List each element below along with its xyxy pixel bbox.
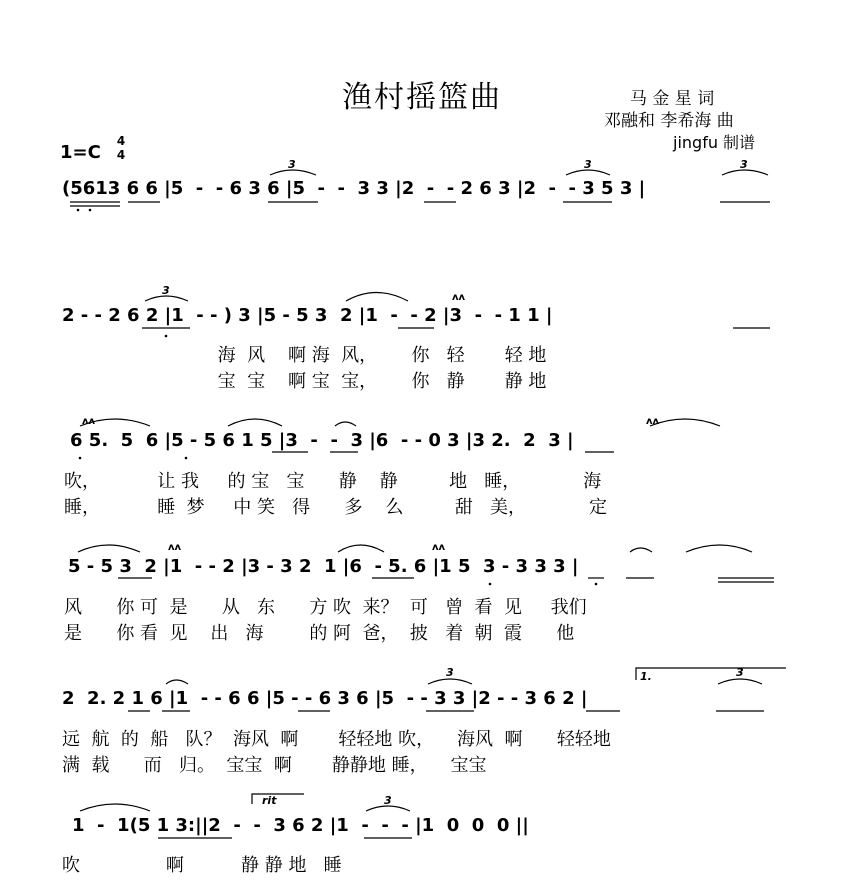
lyrics-row-3-verse-1: 吹， 让 我 的 宝 宝 静 静 地 睡， 海 (64, 471, 602, 492)
volta-label: 1. (640, 670, 652, 683)
mordent-mark: ʌʌ (82, 416, 96, 427)
transcriber-credit: jingfu 制谱 (673, 133, 756, 152)
triplet-number: 3 (584, 158, 592, 171)
triplet-number: 3 (736, 666, 744, 679)
low-octave-dot (165, 335, 168, 338)
lyrics-row-2-verse-2: 宝 宝 啊 宝 宝， 你 静 静 地 (46, 371, 547, 392)
lyrics-row-4-verse-1: 风 你 可 是 从 东 方 吹 来？ 可 曾 看 见 我们 (64, 597, 587, 618)
notation-row-4: 5 - 5 3 2 |1 - - 2 |3 - 3 2 1 |6 - 5. 6 |1 5 3 - 3 3 3 | (68, 556, 579, 577)
mordent-mark: ʌʌ (168, 542, 182, 553)
slur (686, 545, 752, 552)
triplet-number: 3 (384, 794, 392, 807)
lyrics-row-3-verse-2: 睡， 睡 梦 中 笑 得 多 么 甜 美， 定 (64, 497, 607, 518)
slur (80, 804, 150, 811)
low-octave-dot (79, 457, 82, 460)
rit-label: rit (262, 794, 277, 807)
notation-row-3: 6 5. 5 6 |5 - 5 6 1 5 |3 - - 3 |6 - - 0 3 |3 2. 2 3 | (70, 430, 574, 451)
low-octave-dot (89, 209, 92, 212)
notation-row-2: 2 - - 2 6 2 |1 - - ) 3 |5 - 5 3 2 |1 - - 2 |3 - - 1 1 | (62, 305, 553, 326)
lyrics-row-4-verse-2: 是 你 看 见 出 海 的 阿 爸， 披 着 朝 霞 他 (64, 623, 575, 644)
composer-credit: 邓融和 李希海 曲 (604, 111, 734, 131)
time-signature-bottom: 4 (116, 148, 126, 162)
triplet-number: 3 (288, 158, 296, 171)
triplet-number: 3 (446, 666, 454, 679)
slur (78, 545, 140, 552)
slur (650, 419, 720, 426)
time-signature-top: 4 (116, 134, 126, 148)
low-octave-dot (489, 583, 492, 586)
slur (346, 293, 408, 302)
mordent-mark: ʌʌ (452, 292, 466, 303)
notation-row-6: 1 - 1(5 1 3:||2 - - 3 6 2 |1 - - - |1 0 0 0 || (72, 815, 529, 836)
lyrics-row-5-verse-2: 满 载 而 归。 宝宝 啊 静静地 睡， 宝宝 (62, 755, 487, 776)
low-octave-dot (185, 457, 188, 460)
song-title: 渔村摇篮曲 (342, 80, 502, 115)
lyrics-row-5-verse-1: 远 航 的 船 队？ 海风 啊 轻轻地 吹， 海风 啊 轻轻地 (62, 729, 611, 750)
slur (228, 419, 282, 426)
low-octave-dot (77, 209, 80, 212)
lyrics-row-6-verse-1: 吹 啊 静 静 地 睡 (62, 855, 342, 876)
notation-row-5: 2 2. 2 1 6 |1 - - 6 6 |5 - - 6 3 6 |5 - - 3 3 |2 - - 3 6 2 | (62, 688, 588, 709)
lyrics-row-2-verse-1: 海 风 啊 海 风， 你 轻 轻 地 (46, 345, 547, 366)
triplet-bracket (718, 679, 762, 684)
notation-row-1: (5613 6 6 |5 - - 6 3 6 |5 - - 3 3 |2 - - 2 6 3 |2 - - 3 5 3 | (62, 178, 646, 199)
low-octave-dot (595, 583, 598, 586)
slur (166, 680, 188, 684)
key-signature: 1=C (60, 142, 101, 163)
slur (630, 548, 652, 552)
triplet-bracket (428, 679, 472, 684)
rit-bracket (252, 794, 304, 804)
volta-bracket (636, 668, 786, 680)
slur (335, 422, 356, 426)
lyricist-credit: 马 金 星 词 (630, 89, 715, 109)
mordent-mark: ʌʌ (432, 542, 446, 553)
mordent-mark: ʌʌ (646, 416, 660, 427)
triplet-number: 3 (740, 158, 748, 171)
triplet-number: 3 (162, 284, 170, 297)
slur (338, 545, 384, 552)
